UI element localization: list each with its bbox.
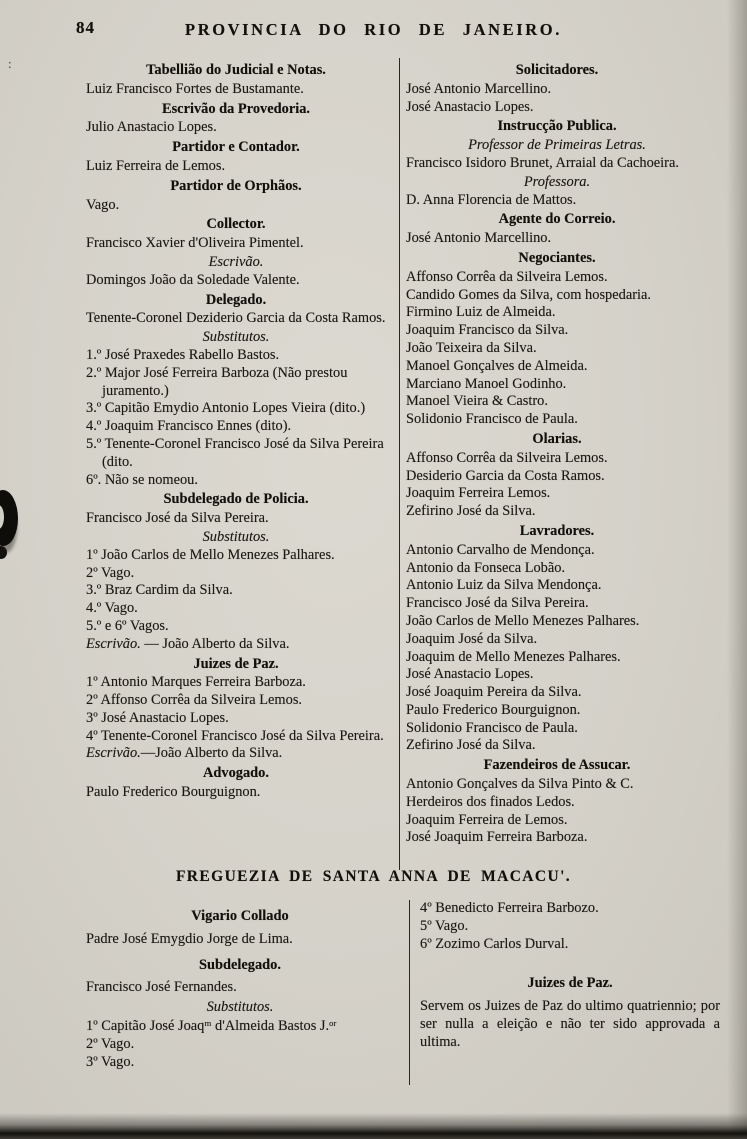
- entry-line: Julio Anastacio Lopes.: [86, 119, 217, 136]
- section-subheading: Substitutos.: [202, 528, 270, 545]
- entry-line: José Antonio Marcellino.: [406, 230, 552, 247]
- entry-line: 2º Affonso Corrêa da Silveira Lemos.: [86, 692, 303, 709]
- freguezia-right-column: [420, 900, 720, 1085]
- section-heading: Instrucção Publica.: [497, 118, 617, 135]
- entry-line: Francisco Xavier d'Oliveira Pimentel.: [86, 235, 304, 252]
- entry-line: Joaquim Ferreira de Lemos.: [406, 811, 568, 828]
- entry-line: [86, 636, 386, 654]
- entry-line: José Joaquim Pereira da Silva.: [406, 684, 582, 701]
- entry-line: 4.º Joaquim Francisco Ennes (dito).: [86, 418, 292, 435]
- top-left-column: [86, 60, 386, 872]
- page-title: PROVINCIA DO RIO DE JANEIRO.: [185, 20, 562, 39]
- entry-line: 1º Antonio Marques Ferreira Barboza.: [86, 674, 306, 691]
- section-heading: Escrivão da Provedoria.: [161, 100, 311, 117]
- entry-line: Zefirino José da Silva.: [406, 737, 536, 754]
- entry-line: Luiz Francisco Fortes de Bustamante.: [86, 80, 304, 97]
- column-divider-top: [399, 58, 400, 870]
- entry-line: Servem os Juizes de Paz do ultimo quatriennio; por ser nulla a eleição e não ter sido approvada a ultima.: [420, 998, 720, 1050]
- section-heading: Vigario Collado: [191, 908, 289, 924]
- entry-line: 4º Benedicto Ferreira Barbozo.: [420, 900, 599, 916]
- entry-line: 2º Vago.: [86, 564, 135, 581]
- entry-line: Joaquim de Mello Menezes Palhares.: [406, 648, 621, 665]
- freguezia-left-column: [86, 900, 394, 1085]
- entry-line: Francisco José da Silva Pereira.: [86, 510, 269, 527]
- section-subheading: Professora.: [523, 173, 591, 190]
- entry-line: Solidonio Francisco de Paula.: [406, 411, 578, 428]
- ink-stain-artifact: [0, 490, 18, 546]
- entry-line: João Carlos de Mello Menezes Palhares.: [406, 612, 640, 629]
- entry-line: Luiz Ferreira de Lemos.: [86, 157, 226, 174]
- entry-line: Marciano Manoel Godinho.: [406, 375, 567, 392]
- entry-text: — João Alberto da Silva.: [140, 635, 290, 652]
- section-heading: Subdelegado.: [199, 956, 281, 973]
- section-heading: Negociantes.: [518, 249, 596, 266]
- scan-margin-mark: :: [8, 56, 12, 71]
- section-heading: Advogado.: [203, 765, 269, 782]
- entry-line: Francisco Isidoro Brunet, Arraial da Cachoeira.: [406, 154, 679, 171]
- entry-line: 3.º Braz Cardim da Silva.: [86, 582, 233, 599]
- entry-line: Affonso Corrêa da Silveira Lemos.: [406, 449, 608, 466]
- entry-line: 1.º José Praxedes Rabello Bastos.: [86, 346, 280, 363]
- section-subheading: Substitutos.: [202, 329, 270, 346]
- section-heading: Juizes de Paz.: [527, 975, 613, 992]
- entry-line: 3º Vago.: [86, 1053, 135, 1070]
- entry-line: Firmino Luiz de Almeida.: [406, 304, 556, 321]
- entry-line: Joaquim Ferreira Lemos.: [406, 485, 551, 502]
- entry-line: Manoel Gonçalves de Almeida.: [406, 357, 588, 374]
- entry-line: 5.º Tenente-Coronel Francisco José da Silva Pereira (dito.: [86, 435, 384, 470]
- freguezia-section-title: FREGUEZIA DE SANTA ANNA DE MACACU'.: [175, 868, 572, 885]
- entry-line: Solidonio Francisco de Paula.: [406, 719, 578, 736]
- entry-line: José Anastacio Lopes.: [406, 98, 534, 115]
- entry-line: 4º Tenente-Coronel Francisco José da Silva Pereira.: [86, 727, 384, 744]
- entry-line: Affonso Corrêa da Silveira Lemos.: [406, 268, 608, 285]
- entry-line: Tenente-Coronel Deziderio Garcia da Costa Ramos.: [86, 310, 386, 327]
- entry-line: [86, 745, 386, 763]
- entry-line: Francisco José da Silva Pereira.: [406, 595, 589, 612]
- section-heading: Tabellião do Judicial e Notas.: [146, 62, 326, 78]
- page-edge-shadow-bottom: [0, 1113, 747, 1139]
- entry-line: Antonio Carvalho de Mendonça.: [406, 541, 595, 558]
- entry-line: Paulo Frederico Bourguignon.: [406, 701, 581, 718]
- entry-line: Joaquim Francisco da Silva.: [406, 322, 569, 339]
- entry-italic-label: Escrivão.: [86, 745, 141, 762]
- section-heading: Partidor e Contador.: [172, 139, 300, 156]
- section-heading: Fazendeiros de Assucar.: [483, 757, 631, 774]
- entry-line: 1º Capitão José Joaqᵐ d'Almeida Bastos J.ᵒʳ: [86, 1017, 337, 1034]
- entry-line: Joaquim José da Silva.: [406, 630, 538, 647]
- entry-line: Vago.: [86, 196, 120, 213]
- entry-line: Manoel Vieira & Castro.: [406, 393, 548, 410]
- entry-line: 3.º Capitão Emydio Antonio Lopes Vieira (dito.): [86, 400, 366, 417]
- section-heading: Solicitadores.: [515, 62, 599, 78]
- section-heading: Subdelegado de Policia.: [163, 491, 309, 508]
- page-edge-shadow-right: [727, 0, 747, 1139]
- entry-line: 2º Vago.: [86, 1035, 135, 1052]
- section-heading: Partidor de Orphãos.: [170, 177, 302, 194]
- entry-line: 5º Vago.: [420, 917, 469, 934]
- section-heading: Lavradores.: [519, 522, 595, 539]
- entry-text: —João Alberto da Silva.: [140, 745, 283, 762]
- entry-line: 6º. Não se nomeou.: [86, 471, 198, 488]
- section-heading: Agente do Correio.: [498, 211, 616, 228]
- entry-line: 5.º e 6º Vagos.: [86, 617, 169, 634]
- entry-line: Antonio da Fonseca Lobão.: [406, 559, 566, 576]
- entry-line: Antonio Luiz da Silva Mendonça.: [406, 577, 602, 594]
- entry-italic-label: Escrivão.: [86, 635, 141, 652]
- section-heading: Olarias.: [532, 430, 582, 447]
- entry-line: D. Anna Florencia de Mattos.: [406, 191, 577, 208]
- entry-line: Desiderio Garcia da Costa Ramos.: [406, 467, 605, 484]
- entry-line: Antonio Gonçalves da Silva Pinto & C.: [406, 776, 634, 793]
- page-number: 84: [76, 18, 95, 37]
- section-subheading: Substitutos.: [206, 999, 274, 1016]
- entry-line: José Joaquim Ferreira Barboza.: [406, 829, 588, 846]
- section-heading: Collector.: [206, 216, 266, 233]
- section-subheading: Professor de Primeiras Letras.: [468, 137, 646, 154]
- entry-line: Paulo Frederico Bourguignon.: [86, 784, 261, 801]
- entry-line: Herdeiros dos finados Ledos.: [406, 793, 575, 810]
- entry-line: Domingos João da Soledade Valente.: [86, 271, 300, 288]
- section-heading: Delegado.: [205, 291, 267, 308]
- entry-line: 1º João Carlos de Mello Menezes Palhares.: [86, 546, 335, 563]
- column-divider-bottom: [409, 900, 410, 1085]
- section-subheading: Escrivão.: [208, 253, 264, 270]
- entry-line: 6º Zozimo Carlos Durval.: [420, 935, 569, 952]
- entry-line: Zefirino José da Silva.: [406, 503, 536, 520]
- top-right-column: [406, 60, 708, 872]
- section-heading: Juizes de Paz.: [193, 655, 279, 672]
- entry-line: 2.º Major José Ferreira Barboza (Não prestou juramento.): [86, 364, 348, 399]
- entry-line: 3º José Anastacio Lopes.: [86, 709, 229, 726]
- entry-line: João Teixeira da Silva.: [406, 339, 537, 356]
- entry-line: 4.º Vago.: [86, 600, 138, 617]
- entry-line: Francisco José Fernandes.: [86, 979, 237, 996]
- entry-line: José Antonio Marcellino.: [406, 80, 552, 97]
- entry-line: José Anastacio Lopes.: [406, 666, 534, 683]
- entry-line: Padre José Emygdio Jorge de Lima.: [86, 930, 293, 947]
- entry-line: Candido Gomes da Silva, com hospedaria.: [406, 286, 651, 303]
